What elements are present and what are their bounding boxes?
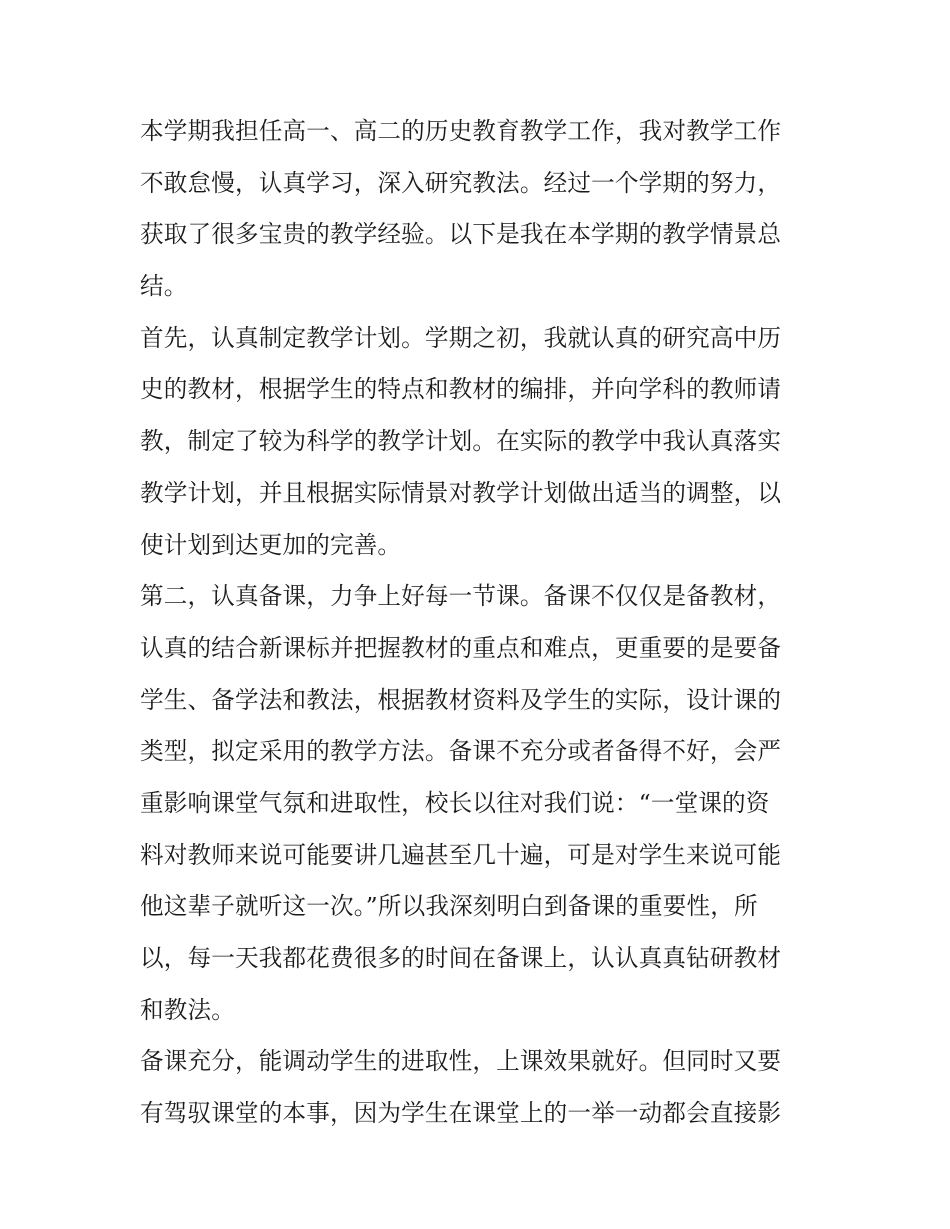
- text-line: 不敢怠慢，认真学习，深入研究教法。经过一个学期的努力，: [140, 168, 782, 197]
- text-line: 他这辈子就听这一次。”所以我深刻明白到备课的重要性，所: [140, 892, 758, 921]
- text-line: 以，每一天我都花费很多的时间在备课上，认认真真钻研教材: [140, 944, 782, 972]
- text-line: 教，制定了较为科学的教学计划。在实际的教学中我认真落实: [140, 427, 782, 456]
- paragraph-third: [140, 1036, 820, 1139]
- text-line: 有驾驭课堂的本事，因为学生在课堂上的一举一动都会直接影: [140, 1099, 782, 1128]
- text-line: 教学计划，并且根据实际情景对教学计划做出适当的调整，以: [140, 478, 782, 507]
- text-line: 获取了很多宝贵的教学经验。以下是我在本学期的教学情景总: [140, 220, 782, 249]
- text-line: 史的教材，根据学生的特点和教材的编排，并向学科的教师请: [140, 375, 782, 404]
- text-line: 结。: [140, 272, 188, 301]
- paragraph-first: [140, 313, 820, 571]
- text-line: 认真的结合新课标并把握教材的重点和难点，更重要的是要备: [140, 633, 782, 662]
- text-line: 使计划到达更加的完善。: [140, 530, 402, 559]
- document-body: [140, 106, 820, 1140]
- text-line: 学生、备学法和教法，根据教材资料及学生的实际，设计课的: [140, 685, 782, 714]
- text-line: 类型，拟定采用的教学方法。备课不充分或者备得不好，会严: [140, 737, 782, 766]
- text-line: 首先，认真制定教学计划。学期之初，我就认真的研究高中历: [140, 323, 782, 352]
- text-line: 重影响课堂气氛和进取性，校长以往对我们说：“一堂课的资: [140, 788, 770, 817]
- paragraph-second: [140, 571, 820, 1036]
- text-line: 第二，认真备课，力争上好每一节课。备课不仅仅是备教材，: [140, 582, 782, 611]
- text-line: 和教法。: [140, 995, 235, 1024]
- text-line: 本学期我担任高一、高二的历史教育教学工作，我对教学工作: [140, 117, 782, 145]
- text-line: 料对教师来说可能要讲几遍甚至几十遍，可是对学生来说可能: [140, 840, 782, 869]
- text-line: 备课充分，能调动学生的进取性，上课效果就好。但同时又要: [140, 1047, 782, 1076]
- paragraph-intro: [140, 106, 820, 313]
